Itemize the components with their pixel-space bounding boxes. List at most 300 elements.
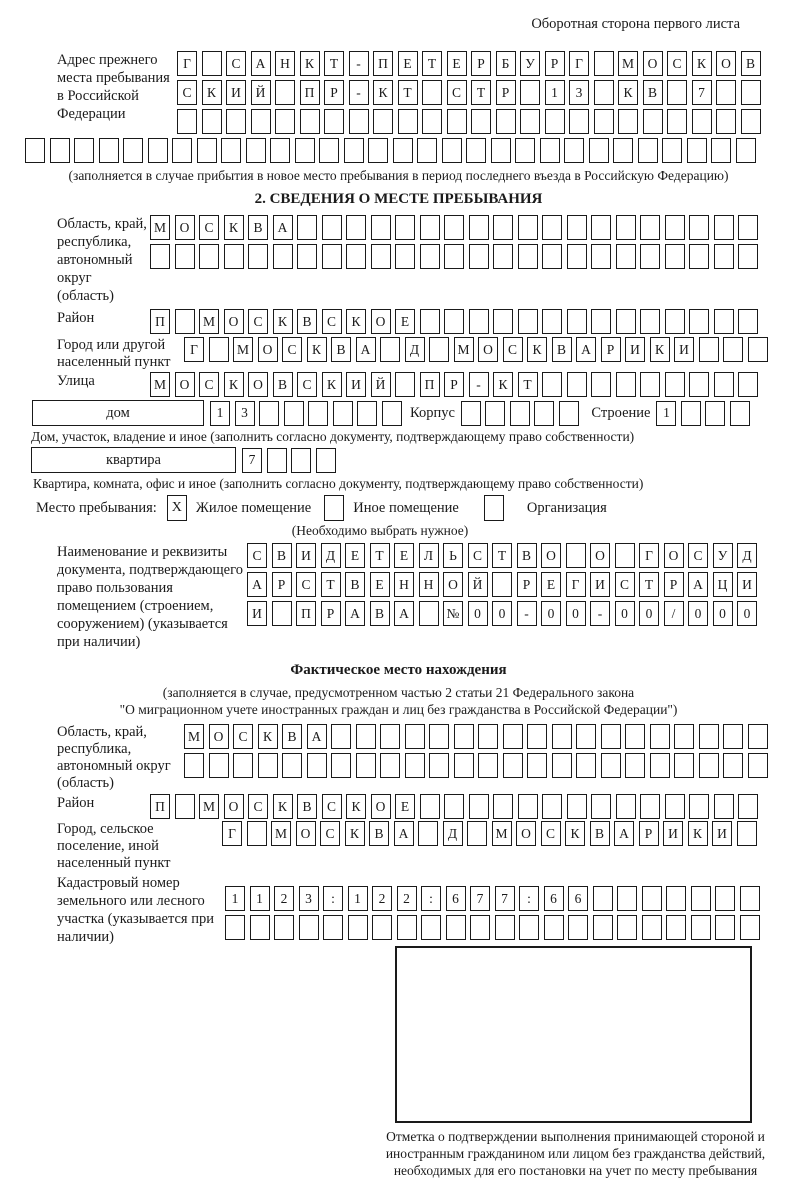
char-box[interactable]: Р [601, 337, 621, 362]
char-box[interactable]: К [618, 80, 638, 105]
char-box[interactable]: - [349, 51, 369, 76]
char-box[interactable]: Р [324, 80, 344, 105]
char-box[interactable]: К [346, 794, 366, 819]
char-box[interactable] [665, 372, 685, 397]
char-box[interactable] [373, 109, 393, 134]
char-box[interactable] [331, 724, 351, 749]
char-box[interactable]: К [322, 372, 342, 397]
char-box[interactable] [324, 109, 344, 134]
char-box[interactable] [184, 753, 204, 778]
char-box[interactable]: 0 [541, 601, 561, 626]
char-box[interactable] [552, 753, 572, 778]
char-box[interactable]: Г [222, 821, 242, 846]
char-box[interactable] [666, 915, 686, 940]
char-box[interactable]: - [349, 80, 369, 105]
char-box[interactable] [534, 401, 554, 426]
char-box[interactable] [380, 337, 400, 362]
char-box[interactable]: К [346, 309, 366, 334]
char-box[interactable]: А [273, 215, 293, 240]
char-box[interactable] [569, 109, 589, 134]
char-box[interactable] [382, 401, 402, 426]
char-box[interactable]: И [737, 572, 757, 597]
char-box[interactable] [395, 244, 415, 269]
char-box[interactable]: - [590, 601, 610, 626]
char-box[interactable] [519, 915, 539, 940]
char-box[interactable] [643, 109, 663, 134]
char-box[interactable] [371, 215, 391, 240]
char-box[interactable] [469, 309, 489, 334]
char-box[interactable]: Г [177, 51, 197, 76]
char-box[interactable]: И [674, 337, 694, 362]
char-box[interactable]: С [667, 51, 687, 76]
char-box[interactable]: О [643, 51, 663, 76]
char-box[interactable] [689, 794, 709, 819]
char-box[interactable] [705, 401, 725, 426]
char-box[interactable]: К [493, 372, 513, 397]
char-box[interactable] [666, 886, 686, 911]
char-box[interactable] [687, 138, 707, 163]
char-box[interactable]: Т [422, 51, 442, 76]
char-box[interactable] [267, 448, 287, 473]
char-box[interactable]: Е [394, 543, 414, 568]
char-box[interactable]: Б [496, 51, 516, 76]
char-box[interactable]: К [373, 80, 393, 105]
char-box[interactable] [616, 794, 636, 819]
char-box[interactable] [665, 309, 685, 334]
char-box[interactable]: Р [471, 51, 491, 76]
char-box[interactable] [615, 543, 635, 568]
char-box[interactable]: Е [370, 572, 390, 597]
char-box[interactable]: М [271, 821, 291, 846]
char-box[interactable] [319, 138, 339, 163]
char-box[interactable] [422, 80, 442, 105]
char-box[interactable] [667, 109, 687, 134]
char-box[interactable] [444, 794, 464, 819]
char-box[interactable] [503, 753, 523, 778]
char-box[interactable]: С [447, 80, 467, 105]
char-box[interactable] [300, 109, 320, 134]
char-box[interactable]: А [247, 572, 267, 597]
char-box[interactable]: 7 [692, 80, 712, 105]
char-box[interactable] [689, 215, 709, 240]
char-box[interactable] [495, 915, 515, 940]
char-box[interactable] [714, 309, 734, 334]
char-box[interactable]: К [565, 821, 585, 846]
char-box[interactable] [250, 915, 270, 940]
char-box[interactable]: С [248, 794, 268, 819]
char-box[interactable]: М [454, 337, 474, 362]
char-box[interactable] [625, 753, 645, 778]
char-box[interactable] [454, 724, 474, 749]
char-box[interactable]: Р [517, 572, 537, 597]
char-box[interactable]: 7 [495, 886, 515, 911]
char-box[interactable] [405, 753, 425, 778]
char-box[interactable]: М [199, 309, 219, 334]
char-box[interactable]: У [713, 543, 733, 568]
char-box[interactable]: Д [443, 821, 463, 846]
char-box[interactable] [247, 821, 267, 846]
char-box[interactable]: В [741, 51, 761, 76]
char-box[interactable] [348, 915, 368, 940]
char-box[interactable] [172, 138, 192, 163]
char-box[interactable]: В [517, 543, 537, 568]
char-box[interactable]: Г [184, 337, 204, 362]
char-box[interactable] [520, 80, 540, 105]
char-box[interactable]: И [346, 372, 366, 397]
char-box[interactable] [270, 138, 290, 163]
char-box[interactable] [429, 753, 449, 778]
char-box[interactable] [542, 244, 562, 269]
char-box[interactable]: С [468, 543, 488, 568]
char-box[interactable] [469, 215, 489, 240]
char-box[interactable] [738, 372, 758, 397]
char-box[interactable] [356, 753, 376, 778]
char-box[interactable] [738, 794, 758, 819]
char-box[interactable]: А [394, 821, 414, 846]
char-box[interactable]: 2 [372, 886, 392, 911]
char-box[interactable] [150, 244, 170, 269]
char-box[interactable] [372, 915, 392, 940]
char-box[interactable] [625, 724, 645, 749]
char-box[interactable] [233, 753, 253, 778]
char-box[interactable] [723, 337, 743, 362]
char-box[interactable] [466, 138, 486, 163]
char-box[interactable] [567, 215, 587, 240]
char-box[interactable]: О [371, 794, 391, 819]
char-box[interactable] [503, 724, 523, 749]
char-box[interactable] [275, 80, 295, 105]
char-box[interactable] [730, 401, 750, 426]
char-box[interactable]: Е [345, 543, 365, 568]
char-box[interactable] [284, 401, 304, 426]
char-box[interactable] [576, 724, 596, 749]
char-box[interactable]: В [369, 821, 389, 846]
char-box[interactable] [689, 309, 709, 334]
char-box[interactable]: К [258, 724, 278, 749]
char-box[interactable] [542, 309, 562, 334]
char-box[interactable] [715, 886, 735, 911]
char-box[interactable] [444, 215, 464, 240]
char-box[interactable] [259, 401, 279, 426]
char-box[interactable]: : [519, 886, 539, 911]
char-box[interactable] [691, 886, 711, 911]
char-box[interactable] [221, 138, 241, 163]
char-box[interactable] [591, 309, 611, 334]
char-box[interactable]: 0 [468, 601, 488, 626]
char-box[interactable] [662, 138, 682, 163]
char-box[interactable] [307, 753, 327, 778]
char-box[interactable]: П [150, 794, 170, 819]
char-box[interactable]: Е [395, 309, 415, 334]
char-box[interactable]: К [527, 337, 547, 362]
char-box[interactable]: 1 [545, 80, 565, 105]
char-box[interactable]: О [258, 337, 278, 362]
char-box[interactable] [469, 794, 489, 819]
char-box[interactable] [202, 109, 222, 134]
char-box[interactable] [282, 753, 302, 778]
char-box[interactable]: О [590, 543, 610, 568]
char-box[interactable]: Р [639, 821, 659, 846]
char-box[interactable] [467, 821, 487, 846]
char-box[interactable] [640, 372, 660, 397]
char-box[interactable]: - [469, 372, 489, 397]
char-box[interactable]: П [420, 372, 440, 397]
char-box[interactable] [297, 215, 317, 240]
char-box[interactable] [738, 244, 758, 269]
char-box[interactable]: Т [324, 51, 344, 76]
char-box[interactable] [674, 753, 694, 778]
char-box[interactable]: Г [639, 543, 659, 568]
char-box[interactable] [741, 80, 761, 105]
char-box[interactable] [567, 794, 587, 819]
char-box[interactable]: О [478, 337, 498, 362]
char-box[interactable]: В [590, 821, 610, 846]
char-box[interactable]: К [224, 372, 244, 397]
char-box[interactable]: К [202, 80, 222, 105]
char-box[interactable] [714, 215, 734, 240]
char-box[interactable]: В [370, 601, 390, 626]
char-box[interactable]: 0 [492, 601, 512, 626]
char-box[interactable]: Т [398, 80, 418, 105]
char-box[interactable] [177, 109, 197, 134]
char-box[interactable]: Й [371, 372, 391, 397]
char-box[interactable] [699, 753, 719, 778]
char-box[interactable]: В [272, 543, 292, 568]
char-box[interactable] [591, 244, 611, 269]
char-box[interactable] [640, 309, 660, 334]
char-box[interactable] [291, 448, 311, 473]
char-box[interactable] [674, 724, 694, 749]
char-box[interactable] [175, 794, 195, 819]
char-box[interactable] [446, 915, 466, 940]
char-box[interactable] [723, 753, 743, 778]
char-box[interactable]: С [541, 821, 561, 846]
char-box[interactable]: Ь [443, 543, 463, 568]
char-box[interactable] [591, 372, 611, 397]
char-box[interactable]: М [618, 51, 638, 76]
char-box[interactable]: 0 [688, 601, 708, 626]
char-box[interactable] [527, 724, 547, 749]
char-box[interactable]: С [322, 309, 342, 334]
char-box[interactable] [594, 80, 614, 105]
char-box[interactable]: Т [492, 543, 512, 568]
char-box[interactable] [493, 244, 513, 269]
char-box[interactable] [485, 401, 505, 426]
char-box[interactable] [420, 244, 440, 269]
char-box[interactable] [492, 572, 512, 597]
char-box[interactable] [594, 109, 614, 134]
char-box[interactable] [589, 138, 609, 163]
char-box[interactable]: П [150, 309, 170, 334]
char-box[interactable] [478, 724, 498, 749]
char-box[interactable]: О [224, 309, 244, 334]
char-box[interactable]: К [300, 51, 320, 76]
char-box[interactable]: В [297, 309, 317, 334]
char-box[interactable]: № [443, 601, 463, 626]
char-box[interactable]: 1 [210, 401, 230, 426]
char-box[interactable]: В [282, 724, 302, 749]
char-box[interactable]: 1 [225, 886, 245, 911]
char-box[interactable] [444, 309, 464, 334]
char-box[interactable]: С [296, 572, 316, 597]
char-box[interactable]: 2 [274, 886, 294, 911]
char-box[interactable] [566, 543, 586, 568]
char-box[interactable] [559, 401, 579, 426]
char-box[interactable]: У [520, 51, 540, 76]
char-box[interactable] [617, 915, 637, 940]
char-box[interactable] [567, 309, 587, 334]
checkbox-inoe[interactable] [324, 495, 344, 521]
char-box[interactable] [272, 601, 292, 626]
char-box[interactable] [714, 794, 734, 819]
char-box[interactable]: Т [471, 80, 491, 105]
char-box[interactable] [74, 138, 94, 163]
char-box[interactable] [209, 753, 229, 778]
char-box[interactable]: О [371, 309, 391, 334]
char-box[interactable] [601, 753, 621, 778]
char-box[interactable]: М [199, 794, 219, 819]
char-box[interactable] [417, 138, 437, 163]
char-box[interactable] [740, 915, 760, 940]
char-box[interactable]: Е [398, 51, 418, 76]
char-box[interactable]: Т [370, 543, 390, 568]
char-box[interactable] [567, 244, 587, 269]
char-box[interactable]: О [175, 372, 195, 397]
char-box[interactable]: П [296, 601, 316, 626]
char-box[interactable]: К [692, 51, 712, 76]
checkbox-zhiloe[interactable]: X [167, 495, 187, 521]
char-box[interactable] [297, 244, 317, 269]
char-box[interactable]: И [590, 572, 610, 597]
char-box[interactable]: И [663, 821, 683, 846]
char-box[interactable]: 1 [656, 401, 676, 426]
char-box[interactable]: А [688, 572, 708, 597]
char-box[interactable] [642, 915, 662, 940]
char-box[interactable] [346, 244, 366, 269]
char-box[interactable]: А [345, 601, 365, 626]
char-box[interactable]: М [150, 215, 170, 240]
char-box[interactable] [545, 109, 565, 134]
char-box[interactable]: И [712, 821, 732, 846]
char-box[interactable] [226, 109, 246, 134]
char-box[interactable]: О [541, 543, 561, 568]
char-box[interactable] [642, 886, 662, 911]
char-box[interactable] [681, 401, 701, 426]
char-box[interactable] [493, 794, 513, 819]
char-box[interactable] [699, 337, 719, 362]
char-box[interactable] [421, 915, 441, 940]
char-box[interactable] [224, 244, 244, 269]
char-box[interactable] [148, 138, 168, 163]
char-box[interactable] [322, 244, 342, 269]
char-box[interactable]: К [273, 794, 293, 819]
char-box[interactable]: С [226, 51, 246, 76]
char-box[interactable] [518, 794, 538, 819]
char-box[interactable]: А [307, 724, 327, 749]
char-box[interactable] [576, 753, 596, 778]
char-box[interactable]: В [297, 794, 317, 819]
char-box[interactable] [542, 794, 562, 819]
char-box[interactable] [515, 138, 535, 163]
char-box[interactable] [691, 915, 711, 940]
char-box[interactable] [444, 244, 464, 269]
char-box[interactable] [520, 109, 540, 134]
char-box[interactable] [356, 724, 376, 749]
char-box[interactable]: : [323, 886, 343, 911]
char-box[interactable]: О [443, 572, 463, 597]
char-box[interactable]: П [300, 80, 320, 105]
char-box[interactable]: Р [272, 572, 292, 597]
char-box[interactable] [740, 886, 760, 911]
char-box[interactable]: 0 [566, 601, 586, 626]
char-box[interactable] [650, 724, 670, 749]
char-box[interactable] [518, 215, 538, 240]
char-box[interactable] [493, 309, 513, 334]
char-box[interactable] [447, 109, 467, 134]
char-box[interactable]: Й [468, 572, 488, 597]
char-box[interactable] [510, 401, 530, 426]
char-box[interactable]: Д [737, 543, 757, 568]
char-box[interactable] [640, 244, 660, 269]
char-box[interactable] [518, 309, 538, 334]
char-box[interactable] [299, 915, 319, 940]
char-box[interactable]: М [492, 821, 512, 846]
char-box[interactable] [699, 724, 719, 749]
char-box[interactable]: 0 [615, 601, 635, 626]
char-box[interactable] [395, 372, 415, 397]
char-box[interactable] [175, 244, 195, 269]
char-box[interactable]: В [248, 215, 268, 240]
char-box[interactable]: Г [566, 572, 586, 597]
char-box[interactable] [202, 51, 222, 76]
char-box[interactable]: К [688, 821, 708, 846]
char-box[interactable] [715, 915, 735, 940]
char-box[interactable]: С [199, 372, 219, 397]
char-box[interactable]: А [251, 51, 271, 76]
char-box[interactable] [420, 215, 440, 240]
char-box[interactable] [322, 215, 342, 240]
char-box[interactable] [248, 244, 268, 269]
char-box[interactable]: В [273, 372, 293, 397]
char-box[interactable]: Р [496, 80, 516, 105]
char-box[interactable]: Т [518, 372, 538, 397]
char-box[interactable]: С [688, 543, 708, 568]
char-box[interactable]: 3 [235, 401, 255, 426]
char-box[interactable] [748, 724, 768, 749]
char-box[interactable] [454, 753, 474, 778]
char-box[interactable] [225, 915, 245, 940]
char-box[interactable] [316, 448, 336, 473]
char-box[interactable] [542, 372, 562, 397]
char-box[interactable] [593, 915, 613, 940]
char-box[interactable]: С [503, 337, 523, 362]
char-box[interactable]: И [625, 337, 645, 362]
char-box[interactable] [667, 80, 687, 105]
char-box[interactable] [616, 244, 636, 269]
char-box[interactable] [419, 601, 439, 626]
char-box[interactable]: 0 [737, 601, 757, 626]
char-box[interactable]: Т [639, 572, 659, 597]
char-box[interactable]: 1 [348, 886, 368, 911]
char-box[interactable]: 6 [544, 886, 564, 911]
char-box[interactable] [246, 138, 266, 163]
char-box[interactable] [251, 109, 271, 134]
char-box[interactable] [493, 215, 513, 240]
char-box[interactable] [209, 337, 229, 362]
char-box[interactable] [748, 753, 768, 778]
char-box[interactable] [470, 915, 490, 940]
char-box[interactable] [737, 821, 757, 846]
